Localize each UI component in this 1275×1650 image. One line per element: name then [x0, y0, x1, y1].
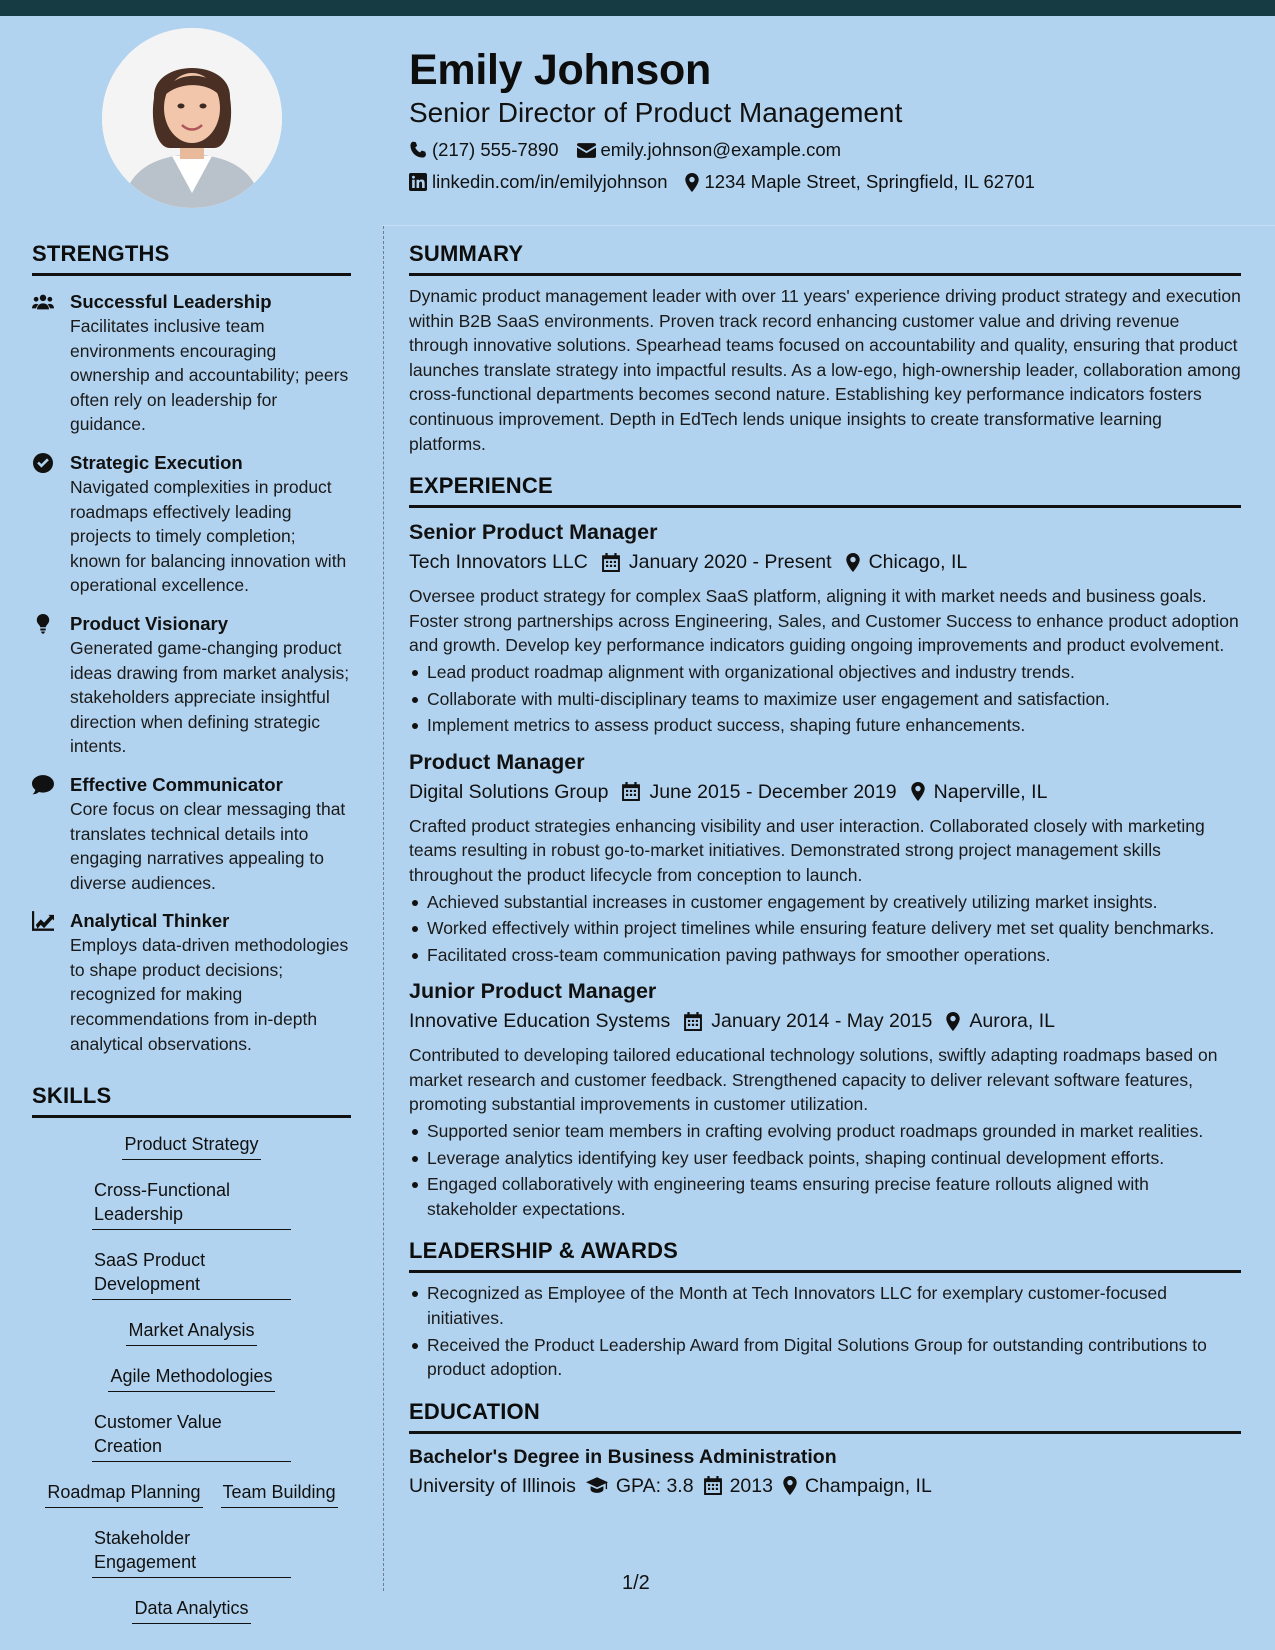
job-bullet: Engaged collaboratively with engineering teams ensuring precise feature rollouts aligned with stakeholder expectations. [409, 1172, 1241, 1221]
job-bullet: Leverage analytics identifying key user feedback points, shaping continual development efforts. [409, 1146, 1241, 1171]
job-location: Chicago, IL [868, 551, 968, 574]
job-entry [409, 518, 1241, 738]
strength-desc: Employs data-driven methodologies to shape product decisions; recognized for making recommendations from in-depth analytical observations. [70, 935, 349, 1054]
job-bullets [409, 890, 1241, 968]
map-pin-icon [783, 1476, 797, 1495]
candidate-name: Emily Johnson [409, 46, 711, 94]
calendar-icon [602, 553, 620, 572]
job-meta [409, 1007, 1241, 1035]
job-bullet: Lead product roadmap alignment with organizational objectives and industry trends. [409, 660, 1241, 685]
job-bullet: Collaborate with multi-disciplinary teams to maximize user engagement and satisfaction. [409, 687, 1241, 712]
job-description: Oversee product strategy for complex SaaS platform, aligning it with market needs and business goals. Foster strong partnerships across Engineering, Sales, and Customer Success to enhance product adoption and growth. Develop key performance indicators guiding ongoing improvements and product evolvement. [409, 586, 1239, 656]
map-pin-icon [846, 553, 860, 572]
map-pin-icon [685, 173, 699, 192]
email-text: emily.johnson@example.com [600, 139, 842, 160]
job-company: Tech Innovators LLC [409, 551, 588, 574]
lightbulb-icon [32, 614, 54, 634]
skill-tag: Roadmap Planning [45, 1480, 202, 1508]
education-gpa: GPA: 3.8 [615, 1474, 694, 1497]
phone-icon [409, 141, 427, 159]
job-entry [409, 977, 1241, 1221]
award-item: Received the Product Leadership Award from Digital Solutions Group for outstanding contributions to product adoption. [409, 1333, 1241, 1382]
job-meta [409, 778, 1241, 806]
address-contact [685, 170, 1034, 194]
skills-heading: SKILLS [32, 1082, 351, 1118]
page-number: 1/2 [622, 1572, 650, 1594]
job-entry [409, 748, 1241, 968]
strength-title: Product Visionary [70, 612, 228, 634]
candidate-title: Senior Director of Product Management [409, 97, 903, 128]
skill-tag: Team Building [221, 1480, 338, 1508]
strength-title: Analytical Thinker [70, 910, 230, 932]
skill-tag: Customer Value Creation [92, 1410, 291, 1462]
education-school: University of Illinois [409, 1474, 576, 1497]
phone-contact[interactable] [409, 138, 559, 162]
strength-item [32, 909, 351, 1056]
job-bullet: Achieved substantial increases in customer engagement by creatively utilizing market insights. [409, 890, 1241, 915]
job-bullet: Worked effectively within project timelines while ensuring feature delivery met set quality benchmarks. [409, 916, 1241, 941]
skills-list [32, 1132, 351, 1642]
skill-tag: Cross-Functional Leadership [92, 1178, 291, 1230]
awards-section [409, 1237, 1241, 1381]
phone-text: (217) 555-7890 [432, 139, 559, 160]
skill-tag: Market Analysis [126, 1318, 256, 1346]
job-meta [409, 548, 1241, 576]
job-bullets [409, 1119, 1241, 1221]
summary-text: Dynamic product management leader with over 11 years' experience driving product strategy and execution within B2B SaaS environments. Proven track record enhancing customer value and driving revenue through innovative solutions. Spearhead teams focused on accountability and quality, ensuring that product launches translate strategy into impactful results. As a low-ego, high-ownership leader, collaboration among cross-functional departments becomes second nature. Establishing key performance indicators fosters continuous improvement. Depth in EdTech lends unique insights to create transformative learning platforms. [409, 286, 1241, 454]
left-column [32, 240, 351, 1642]
calendar-icon [622, 782, 640, 801]
experience-heading: EXPERIENCE [409, 472, 1241, 508]
comment-icon [32, 775, 54, 795]
skill-tag: Product Strategy [122, 1132, 260, 1160]
contact-row-2 [409, 170, 1249, 194]
top-bar [0, 0, 1275, 16]
resume-header [409, 44, 1249, 194]
strength-title: Strategic Execution [70, 451, 243, 473]
job-description: Contributed to developing tailored educational technology solutions, swiftly adapting roadmaps based on market research and customer feedback. Strengthened capacity to deliver relevant software features, promoting substantial improvements in customer utilization. [409, 1045, 1218, 1115]
right-column [409, 240, 1241, 1500]
linkedin-text: linkedin.com/in/emilyjohnson [432, 171, 668, 192]
map-pin-icon [946, 1012, 960, 1031]
education-section [409, 1398, 1241, 1500]
chart-line-icon [32, 911, 54, 931]
job-dates: June 2015 - December 2019 [649, 780, 897, 803]
map-pin-icon [911, 782, 925, 801]
strength-title: Effective Communicator [70, 773, 283, 795]
envelope-icon [577, 143, 596, 158]
award-item: Recognized as Employee of the Month at Tech Innovators LLC for exemplary customer-focused initiatives. [409, 1281, 1241, 1330]
avatar [102, 28, 282, 208]
summary-heading: SUMMARY [409, 240, 1241, 276]
education-year: 2013 [729, 1474, 773, 1497]
job-title: Product Manager [409, 749, 585, 774]
linkedin-icon [409, 173, 427, 191]
awards-list [409, 1281, 1241, 1381]
skill-tag: Data Analytics [132, 1596, 250, 1624]
address-text: 1234 Maple Street, Springfield, IL 62701 [704, 171, 1035, 192]
check-circle-icon [32, 453, 54, 473]
job-location: Aurora, IL [969, 1010, 1056, 1033]
email-contact[interactable] [577, 138, 842, 162]
strength-item [32, 612, 351, 759]
job-bullets [409, 660, 1241, 738]
job-location: Naperville, IL [933, 780, 1048, 803]
skill-tag: Agile Methodologies [108, 1364, 274, 1392]
strength-desc: Navigated complexities in product roadmaps effectively leading projects to timely completion; known for balancing innovation with operational excellence. [70, 476, 347, 596]
education-meta [409, 1472, 1241, 1500]
job-bullet: Supported senior team members in crafting evolving product roadmaps grounded in market realities. [409, 1119, 1241, 1144]
job-dates: January 2020 - Present [628, 551, 832, 574]
job-bullet: Facilitated cross-team communication paving pathways for smoother operations. [409, 943, 1241, 968]
job-bullet: Implement metrics to assess product success, shaping future enhancements. [409, 713, 1241, 738]
skill-tag: Stakeholder Engagement [92, 1526, 291, 1578]
strength-desc: Facilitates inclusive team environments encouraging ownership and accountability; peers often rely on leadership for guidance. [70, 316, 349, 435]
job-company: Digital Solutions Group [409, 780, 609, 803]
strength-desc: Core focus on clear messaging that translates technical details into engaging narratives appealing to diverse audiences. [70, 798, 346, 893]
strength-title: Successful Leadership [70, 291, 272, 312]
job-description: Crafted product strategies enhancing visibility and user interaction. Collaborated closely with marketing teams resulting in robust go-to-market initiatives. Demonstrated strong project management skills throughout the product lifecycle from conception to launch. [409, 815, 1205, 885]
contact-row-1 [409, 138, 1249, 162]
education-location: Champaign, IL [804, 1474, 932, 1497]
linkedin-contact[interactable] [409, 170, 667, 194]
education-degree: Bachelor's Degree in Business Administration [409, 1445, 837, 1468]
header-separator [382, 225, 1275, 226]
strength-item [32, 290, 351, 437]
graduation-cap-icon [586, 1476, 608, 1495]
users-icon [32, 292, 54, 312]
strength-item [32, 773, 351, 895]
job-title: Senior Product Manager [409, 520, 658, 545]
education-heading: EDUCATION [409, 1398, 1241, 1434]
job-company: Innovative Education Systems [409, 1010, 671, 1033]
job-dates: January 2014 - May 2015 [711, 1010, 933, 1033]
calendar-icon [704, 1476, 722, 1495]
skill-tag: SaaS Product Development [92, 1248, 291, 1300]
calendar-icon [684, 1012, 702, 1031]
job-title: Junior Product Manager [409, 979, 657, 1004]
column-divider [383, 226, 384, 1591]
strengths-heading: STRENGTHS [32, 240, 351, 276]
strength-desc: Generated game-changing product ideas drawing from market analysis; stakeholders appreciate insightful direction when defining strategic intents. [70, 637, 350, 757]
experience-section [409, 472, 1241, 1221]
awards-heading: LEADERSHIP & AWARDS [409, 1237, 1241, 1273]
strength-item [32, 451, 351, 598]
